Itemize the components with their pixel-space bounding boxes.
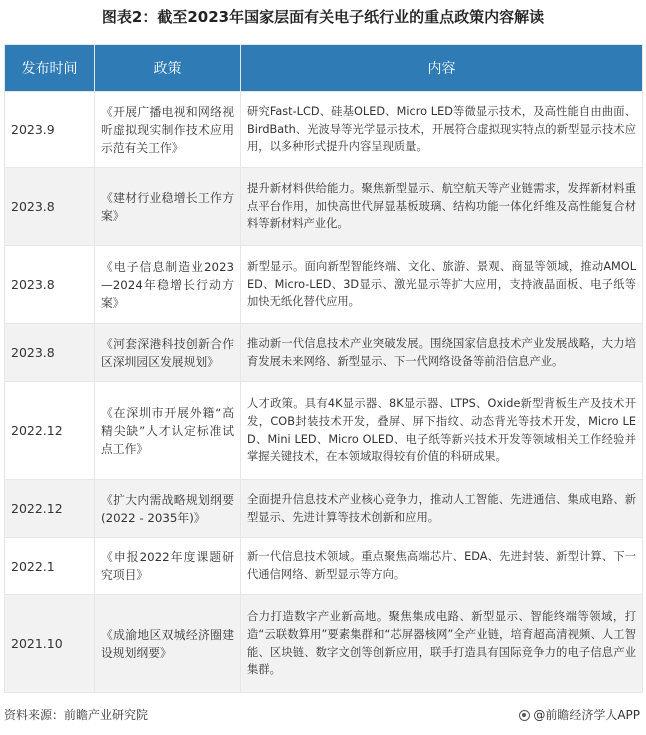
page-title: 图表2：截至2023年国家层面有关电子纸行业的重点政策内容解读 — [101, 8, 545, 26]
policy-content: 新一代信息技术领域。重点聚焦高端芯片、EDA、先进封装、新型计算、下一代通信网络、新型显示等方向。 — [241, 538, 643, 595]
publish-time: 2022.12 — [5, 382, 95, 480]
publish-time: 2023.8 — [5, 324, 95, 382]
column-header-time: 发布时间 — [5, 45, 95, 92]
column-header-content: 内容 — [241, 45, 643, 92]
table-row — [5, 92, 643, 168]
table-row — [5, 538, 643, 595]
table-header-row — [5, 45, 643, 92]
table-row — [5, 480, 643, 538]
source-note: 资料来源：前瞻产业研究院 — [4, 708, 149, 722]
publish-time: 2022.12 — [5, 480, 95, 538]
column-header-policy: 政策 — [95, 45, 241, 92]
table-row — [5, 324, 643, 382]
publish-time: 2023.8 — [5, 246, 95, 324]
publish-time: 2022.1 — [5, 538, 95, 595]
policy-name: 《成渝地区双城经济圈建设规划纲要》 — [95, 595, 241, 693]
policy-name: 《在深圳市开展外籍“高精尖缺”人才认定标准试点工作》 — [95, 382, 241, 480]
table-row — [5, 246, 643, 324]
policy-name: 《申报2022年度课题研究项目》 — [95, 538, 241, 595]
policy-content: 合力打造数字产业新高地。聚焦集成电路、新型显示、智能终端等领域，打造“云联数算用”要素集群和“芯屏器核网”全产业链，培育超高清视频、人工智能、区块链、数字文创等创新应用，联手打造具有国际竞争力的电子信息产业集群。 — [241, 595, 643, 693]
policy-name: 《河套深港科技创新合作区深圳园区发展规划》 — [95, 324, 241, 382]
policy-table — [4, 44, 643, 693]
policy-content: 推动新一代信息技术产业突破发展。围绕国家信息技术产业发展战略，大力培育发展未来网络、新型显示、下一代网络设备等前沿信息产业。 — [241, 324, 643, 382]
table-row — [5, 595, 643, 693]
policy-name: 《扩大内需战略规划纲要(2022 - 2035年)》 — [95, 480, 241, 538]
publish-time: 2023.9 — [5, 92, 95, 168]
brand-label: @前瞻经济学人APP — [533, 708, 640, 722]
policy-content: 新型显示。面向新型智能终端、文化、旅游、景观、商显等领域，推动AMOLED、Micro-LED、3D显示、激光显示等扩大应用，支持液晶面板、电子纸等加快无纸化替代应用。 — [241, 246, 643, 324]
table-row — [5, 382, 643, 480]
brand-attribution — [519, 707, 640, 723]
policy-name: 《建材行业稳增长工作方案》 — [95, 168, 241, 246]
brand-logo-icon — [519, 710, 530, 721]
policy-content: 研究Fast-LCD、硅基OLED、Micro LED等微显示技术，及高性能自由曲面、BirdBath、光波导等光学显示技术，开展符合虚拟现实特点的新型显示技术应用，以多种形式提升内容呈现质量。 — [241, 92, 643, 168]
table-row — [5, 168, 643, 246]
policy-name: 《电子信息制造业2023—2024年稳增长行动方案》 — [95, 246, 241, 324]
publish-time: 2023.8 — [5, 168, 95, 246]
policy-name: 《开展广播电视和网络视听虚拟现实制作技术应用示范有关工作》 — [95, 92, 241, 168]
policy-content: 提升新材料供给能力。聚焦新型显示、航空航天等产业链需求，发挥新材料重点平台作用，加快高世代屏显基板玻璃、结构功能一体化纤维及高性能复合材料等新材料产业化。 — [241, 168, 643, 246]
policy-content: 全面提升信息技术产业核心竞争力，推动人工智能、先进通信、集成电路、新型显示、先进计算等技术创新和应用。 — [241, 480, 643, 538]
publish-time: 2021.10 — [5, 595, 95, 693]
policy-content: 人才政策。具有4K显示器、8K显示器、LTPS、Oxide新型背板生产及技术开发，COB封装技术开发，叠屏、屏下指纹、动态背光等技术开发，Micro LED、Mini LED、Micro OLED、电子纸等新兴技术开发等领域相关工作经验并掌握关键技术，在本领域取得较有价值的科研成果。 — [241, 382, 643, 480]
